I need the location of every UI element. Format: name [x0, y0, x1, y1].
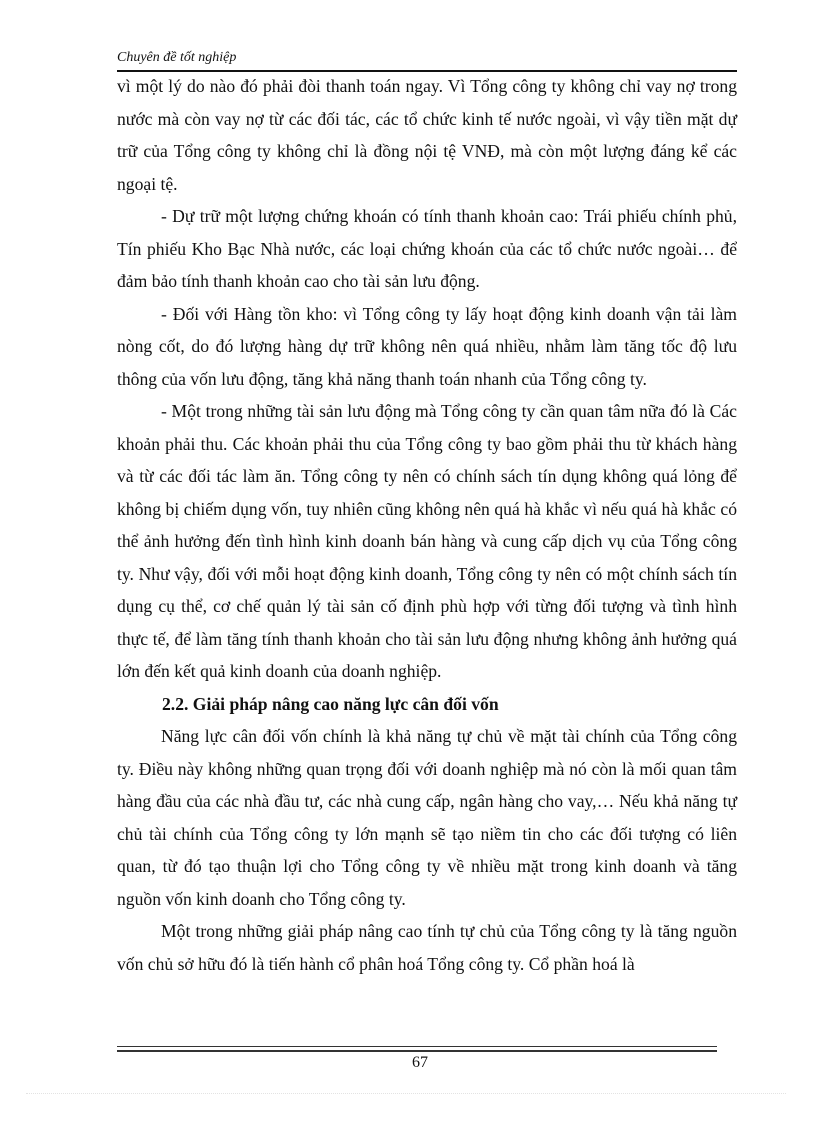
paragraph-securities-reserve: - Dự trữ một lượng chứng khoán có tính thanh khoản cao: Trái phiếu chính phủ, Tín phiếu Kho Bạc Nhà nước, các loại chứng khoán của các tổ chức nước ngoài… để đảm bảo tính thanh khoản cao cho tài sản lưu động. [117, 206, 737, 291]
paragraph-receivables: - Một trong những tài sản lưu động mà Tổng công ty cần quan tâm nữa đó là Các khoản phải thu. Các khoản phải thu của Tổng công ty bao gồm phải thu từ khách hàng và từ các đối tác làm ăn. Tổng công ty nên có chính sách tín dụng không quá lỏng để không bị chiếm dụng vốn, tuy nhiên cũng không nên quá hà khắc vì nếu quá hà khắc có thể ảnh hưởng đến tình hình kinh doanh bán hàng và cung cấp dịch vụ của Tổng công ty. Như vậy, đối với mỗi hoạt động kinh doanh, Tổng công ty nên có một chính sách tín dụng cụ thể, cơ chế quản lý tài sản cố định phù hợp với từng đối tượng và tình hình thực tế, để làm tăng tính thanh khoản cho tài sản lưu động nhưng không ảnh hưởng quá lớn đến kết quả kinh doanh của doanh nghiệp. [117, 401, 737, 681]
footer-rule-thin [117, 1046, 717, 1047]
page-bottom-border [26, 1093, 786, 1094]
page-number: 67 [412, 1054, 428, 1071]
section-heading: 2.2. Giải pháp nâng cao năng lực cân đối vốn [162, 693, 499, 714]
page-header [117, 48, 737, 72]
footer-rule-thick [117, 1050, 717, 1052]
paragraph-equitization: Một trong những giải pháp nâng cao tính tự chủ của Tổng công ty là tăng nguồn vốn chủ sở hữu đó là tiến hành cổ phân hoá Tổng công ty. Cổ phần hoá là [117, 921, 737, 974]
paragraph-continuation: vì một lý do nào đó phải đòi thanh toán ngay. Vì Tổng công ty không chỉ vay nợ trong nước mà còn vay nợ từ các đối tác, các tổ chức kinh tế nước ngoài, vì vậy tiền mặt dự trữ của Tổng công ty không chỉ là đồng nội tệ VNĐ, mà còn một lượng đáng kể các ngoại tệ. [117, 76, 737, 194]
paragraph-capital-balance: Năng lực cân đối vốn chính là khả năng tự chủ về mặt tài chính của Tổng công ty. Điều này không những quan trọng đối với doanh nghiệp mà nó còn là mối quan tâm hàng đầu của các nhà đầu tư, các nhà cung cấp, ngân hàng cho vay,… Nếu khả năng tự chủ tài chính của Tổng công ty lớn mạnh sẽ tạo niềm tin cho các đối tượng có liên quan, từ đó tạo thuận lợi cho Tổng công ty về nhiều mặt trong kinh doanh và tăng nguồn vốn kinh doanh cho Tổng công ty. [117, 726, 737, 909]
document-body [117, 70, 737, 980]
paragraph-inventory: - Đối với Hàng tồn kho: vì Tổng công ty lấy hoạt động kinh doanh vận tải làm nòng cốt, do đó lượng hàng dự trữ không nên quá nhiều, nhằm làm tăng tốc độ lưu thông của vốn lưu động, tăng khả năng thanh toán nhanh của Tổng công ty. [117, 303, 737, 389]
header-title: Chuyên đề tốt nghiệp [117, 50, 237, 65]
